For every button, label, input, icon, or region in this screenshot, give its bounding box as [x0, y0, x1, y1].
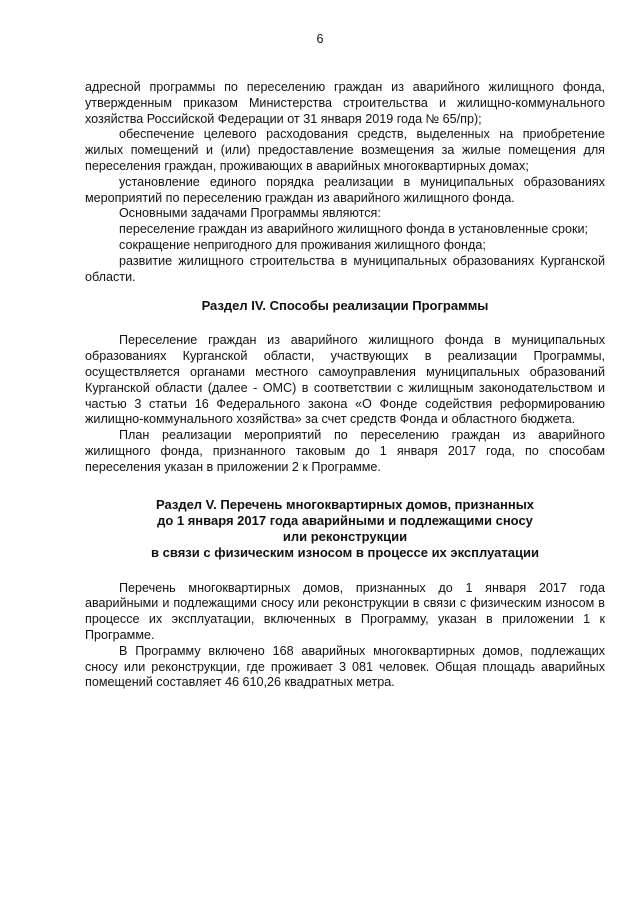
paragraph: План реализации мероприятий по переселению граждан из аварийного жилищного фонда, признанного таковым до 1 января 2017 года, по способам переселения указан в приложении 2 к Программе.: [85, 428, 605, 474]
heading-line: Раздел V. Перечень многоквартирных домов, признанных: [155, 496, 535, 512]
paragraph: сокращение непригодного для проживания жилищного фонда;: [119, 237, 486, 252]
paragraph: В Программу включено 168 аварийных многоквартирных домов, подлежащих сносу или реконструкции, где проживает 3 081 человек. Общая площадь аварийных помещений составляет 46 610,26 квадратных метра.: [85, 643, 605, 690]
paragraph: Основными задачами Программы являются:: [119, 206, 381, 221]
paragraph: развитие жилищного строительства в муниципальных образованиях Курганской области.: [85, 253, 605, 284]
document-body: [85, 80, 605, 691]
paragraph: Переселение граждан из аварийного жилищного фонда в муниципальных образованиях Курганской области, участвующих в реализации Программы, осуществляется органами местного самоуправления муниципальных образований Курганской области (далее - ОМС) в соответствии с жилищным законодательством и частью 3 статьи 16 Федерального закона «О Фонде содействия реформированию жилищно-коммунального хозяйства» за счет средств Фонда и областного бюджета.: [85, 333, 605, 427]
heading-line: в связи с физическим износом в процессе их эксплуатации: [151, 544, 539, 560]
paragraph: установление единого порядка реализации в муниципальных образованиях мероприятий по переселению граждан из аварийного жилищного фонда.: [85, 174, 605, 205]
heading-line: или реконструкции: [282, 528, 408, 544]
paragraph: адресной программы по переселению граждан из аварийного жилищного фонда, утвержденным приказом Министерства строительства и жилищно-коммунального хозяйства Российской Федерации от 31 января 2019 года № 65/пр);: [85, 80, 605, 126]
paragraph: Перечень многоквартирных домов, признанных до 1 января 2017 года аварийными и подлежащими сносу или реконструкции в связи с физическим износом в процессе их эксплуатации, включенных в Программу, указан в приложении 1 к Программе.: [85, 580, 605, 642]
paragraph: обеспечение целевого расходования средств, выделенных на приобретение жилых помещений и (или) предоставление возмещения за жилые помещения для переселения граждан, проживающих в аварийных многоквартирных домах;: [85, 127, 605, 173]
section-4-heading: Раздел IV. Способы реализации Программы: [201, 298, 489, 314]
section-5-heading: [85, 497, 605, 561]
heading-line: до 1 января 2017 года аварийными и подлежащими сносу: [157, 512, 533, 528]
paragraph: переселение граждан из аварийного жилищного фонда в установленные сроки;: [119, 222, 589, 237]
page-number: 6: [316, 32, 324, 46]
